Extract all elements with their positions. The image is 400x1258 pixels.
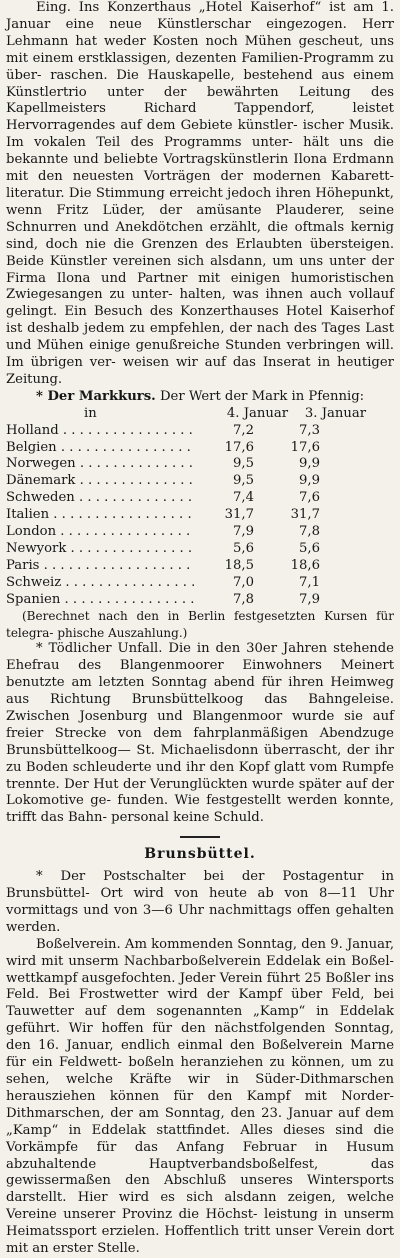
country-name: Holland . . . xyxy=(6,423,194,440)
text-line: Josenburg und Blangenmoor wurde sie auf freier Strecke xyxy=(6,708,394,741)
text-line: einem erstklassigen, dezenten Familien-Programm zu über- xyxy=(6,50,394,83)
table-row xyxy=(6,575,394,592)
text-line: und ihr den Kopf glatt vom Rumpfe trennte. Der Hut xyxy=(6,759,394,792)
text-line: vereinen sich alsdann, um uns unter der Firma Ilona und xyxy=(6,253,395,286)
country-name: Belgien . . . xyxy=(6,440,194,457)
rate-jan4: 7,2 xyxy=(233,422,254,438)
text-line: Tappendorf, leistet Hervorragendes auf dem Gebiete künstler- xyxy=(6,101,394,134)
rate-jan3: 31,7 xyxy=(290,507,320,523)
rate-jan3: 7,9 xyxy=(299,591,320,607)
rate-jan3: 18,6 xyxy=(290,557,320,573)
table-row xyxy=(6,592,394,609)
text-line: Januar auf dem „Kamp“ in Eddelak stattfindet. Alles xyxy=(6,1105,394,1138)
rate-jan4: 18,5 xyxy=(224,557,254,573)
exchange-rate-table xyxy=(6,423,394,609)
text-line: dieses sind die Vorkämpfe für das Anfang Februar in Husum xyxy=(6,1122,394,1155)
rate-jan4: 7,0 xyxy=(233,574,254,590)
text-line: alsdann zeigen, welche Vereine unserer Provinz die Höchst- xyxy=(6,1190,394,1223)
markkurs-footnote xyxy=(6,608,394,641)
rate-jan3: 9,9 xyxy=(299,456,320,472)
article-paragraph xyxy=(6,0,394,389)
text-line: St. Michaelisdonn überrascht, der ihr zu Boden schleuderte xyxy=(6,742,394,775)
text-line: Konzerthauses Hotel Kaiserhof ist deshalb jedem zu xyxy=(6,304,394,337)
text-line: von 3—6 Uhr nachmittags offen gehalten werden. xyxy=(6,902,394,935)
markkurs-heading xyxy=(6,389,394,406)
text-line: ins Feld. Bei Frostwetter wird der Kampf über Feld, bei xyxy=(6,970,394,1003)
table-row xyxy=(6,440,394,457)
markkurs-column-headers xyxy=(6,406,394,423)
country-name: Italien . . . xyxy=(6,507,194,524)
country-name: Schweiz . . . xyxy=(6,575,194,592)
rate-jan4: 17,6 xyxy=(224,439,254,455)
text-line: der Verunglückten wurde später auf der Lokomotive ge- xyxy=(6,776,394,809)
text-line: raschen. Die Hauskapelle, bestehend aus einem Künstlertrio xyxy=(6,67,395,100)
text-line: literatur. Die Stimmung erreicht jedoch ihren Höhepunkt, xyxy=(6,185,394,201)
text-line: ischer Musik. Im vokalen Teil des Programms unter- xyxy=(6,118,394,151)
country-name: Dänemark . . . xyxy=(6,473,194,490)
markkurs-title: * Der Markkurs. xyxy=(36,388,156,404)
text-line: die Grenzen des Erlaubten übersteigen. Beide Künstler xyxy=(6,236,395,269)
text-line: * Der Postschalter bei der Postagentur in Brunsbüttel- xyxy=(6,869,394,902)
markkurs-intro: Der Wert der Mark in Pfennig: xyxy=(159,388,365,404)
country-name: Schweden . . . xyxy=(6,490,194,507)
text-line: Lehmann hat weder Kosten noch Mühen gescheut, uns mit xyxy=(6,33,394,66)
text-line: unser Verein dort mit an erster Stelle. xyxy=(6,1224,394,1257)
text-line: * Tödlicher Unfall. Die in den 30er Jahren xyxy=(36,641,328,657)
article-paragraph xyxy=(6,869,394,937)
section-divider xyxy=(180,836,220,838)
country-name: Spanien . . . xyxy=(6,592,194,609)
rate-jan3: 5,6 xyxy=(299,540,320,556)
country-name: London . . . xyxy=(6,524,194,541)
rate-jan4: 7,4 xyxy=(233,490,254,506)
text-line: genußreiche Stunden verbringen will. Im übrigen ver- xyxy=(6,338,394,371)
text-line: und Anekdötchen erzählt, die oftmals kernig sind, doch nie xyxy=(6,219,394,252)
text-line: Partner mit einigen humoristischen Zwiegesangen zu unter- xyxy=(6,270,394,303)
text-line: leistung in unserm Heimatssport erzielen. Hoffentlich tritt xyxy=(6,1207,394,1240)
rate-jan4: 7,8 xyxy=(233,591,254,607)
rate-jan3: 17,6 xyxy=(290,439,320,455)
table-row xyxy=(6,473,394,490)
country-name: Norwegen . . . xyxy=(6,456,194,473)
text-line: 1. Januar eine neue Künstlerschar eingezogen. Herr xyxy=(6,0,394,32)
markkurs-section xyxy=(6,389,394,641)
text-line: unter der bewährten Leitung des Kapellmeisters Richard xyxy=(6,84,394,117)
table-row xyxy=(6,456,394,473)
rate-jan3: 7,3 xyxy=(299,422,320,438)
text-line: personal keine Schuld. xyxy=(111,810,264,826)
text-line: Erdmann mit den neuesten Vorträgen der modernen Kabarett- xyxy=(6,152,394,185)
text-line: Abschluß unseres Wintersports darstellt. Hier wird es sich xyxy=(6,1173,394,1206)
text-line: Wir hoffen für den nächstfolgenden Sonntag, den 16. Januar, xyxy=(6,1021,394,1054)
text-line: wird mit unserm Nachbarboßelverein Eddelak ein Boßel- xyxy=(6,953,394,969)
text-line: boßeln heranziehen zu können, um zu sehen, welche Kräfte xyxy=(6,1055,394,1088)
table-row xyxy=(6,558,394,575)
text-line: empfehlen, der nach des Tages Last und Mühen einige xyxy=(6,321,394,354)
text-line: wir in Süder-Dithmarschen herausziehen können für den xyxy=(6,1072,394,1104)
text-line: Richtung Brunsbüttelkoog das Bahngeleise. Zwischen xyxy=(6,691,394,724)
text-line: Eing. Ins Konzerthaus „Hotel Kaiserhof“ ist am xyxy=(36,0,374,15)
text-line: wenn Fritz Lüder, der amüsante Plauderer, seine Schnurren xyxy=(6,202,394,235)
table-row xyxy=(6,490,394,507)
rate-jan3: 7,8 xyxy=(299,524,320,539)
rate-jan3: 9,9 xyxy=(299,473,320,489)
column-header-jan4: 4. Januar xyxy=(226,405,288,421)
text-line: hält uns die bekannte und beliebte Vortragskünstlerin Ilona xyxy=(6,135,394,168)
text-line: Tauwetter auf dem sogenannten „Kamp“ in Eddelak geführt. xyxy=(6,1004,394,1037)
in-label: in xyxy=(84,405,97,421)
text-line: Kampf mit Norder-Dithmarschen, der am Sonntag, den 23. xyxy=(6,1088,394,1121)
text-line: (Berechnet nach den in Berlin festgesetzten Kursen für telegra- xyxy=(6,609,394,640)
text-line: stehende Ehefrau des Blangenmoorer Einwohners Meinert xyxy=(6,641,394,674)
rate-jan4: 9,5 xyxy=(233,456,254,472)
rate-jan3: 7,6 xyxy=(299,490,320,506)
text-line: halten, was ihnen auch vollauf gelingt. Ein Besuch des xyxy=(6,287,394,320)
rate-jan4: 7,9 xyxy=(233,524,254,539)
rate-jan4: 31,7 xyxy=(224,507,254,523)
article-hotel-kaiserhof xyxy=(6,0,394,389)
rate-jan4: 9,5 xyxy=(233,473,254,489)
text-line: wettkampf ausgefochten. Jeder Verein führt 25 Boßler xyxy=(6,970,371,986)
text-line: Boßelverein. Am kommenden Sonntag, den 9. Januar, xyxy=(36,936,395,952)
rate-jan4: 5,6 xyxy=(233,540,254,556)
table-row xyxy=(6,507,394,524)
text-line: funden. Wie festgestellt werden konnte, trifft das Bahn- xyxy=(6,793,394,826)
country-name: Paris . . . xyxy=(6,558,194,575)
article-bosselverein xyxy=(6,937,394,1258)
column-header-jan3: 3. Januar xyxy=(304,405,366,421)
article-unfall xyxy=(6,641,394,827)
country-name: Newyork . . . xyxy=(6,541,194,558)
table-row xyxy=(6,423,394,440)
text-line: abzuhaltende Hauptverbandsboßelfest, das gewissermaßen den xyxy=(6,1156,394,1189)
text-line: von dem fahrplanmäßigen Abendzuge Brunsbüttelkoog— xyxy=(6,725,394,758)
table-row xyxy=(6,524,394,541)
text-line: Ort wird von heute ab von 8—11 Uhr vormittags und xyxy=(6,886,394,918)
article-paragraph xyxy=(6,641,394,827)
text-line: endlich einmal den Boßelverein Marne für ein Feldwett- xyxy=(6,1038,394,1071)
rate-jan3: 7,1 xyxy=(299,574,320,590)
text-line: weisen wir auf das Inserat in heutiger Zeitung. xyxy=(6,355,394,387)
table-row xyxy=(6,541,394,558)
article-postschalter xyxy=(6,869,394,937)
text-line: phische Auszahlung.) xyxy=(57,625,188,640)
section-title: Brunsbüttel. xyxy=(144,846,256,863)
article-paragraph xyxy=(6,937,394,1258)
text-line: benutzte am letzten Sonntag abend für ihren Heimweg aus xyxy=(6,675,394,707)
